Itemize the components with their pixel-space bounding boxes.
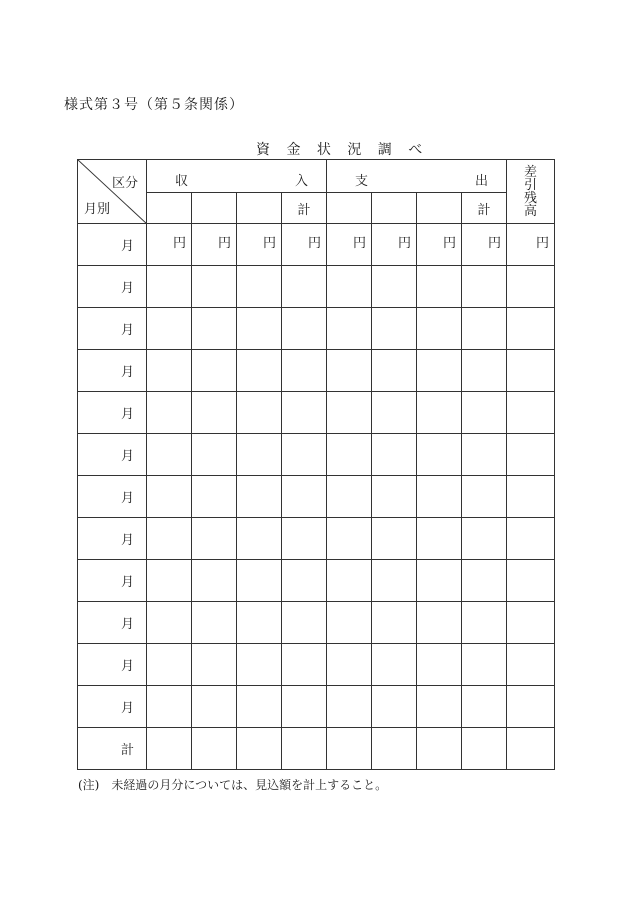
balance-header xyxy=(507,160,555,224)
table-row xyxy=(78,392,555,434)
fund-status-table xyxy=(77,159,555,770)
amount-cell[interactable] xyxy=(462,392,507,434)
amount-cell[interactable] xyxy=(507,728,555,770)
amount-cell[interactable] xyxy=(192,602,237,644)
category-label: 区分 xyxy=(111,176,138,191)
amount-cell[interactable] xyxy=(237,350,282,392)
table-row xyxy=(78,686,555,728)
amount-cell[interactable] xyxy=(192,686,237,728)
amount-cell[interactable] xyxy=(237,560,282,602)
amount-cell[interactable] xyxy=(417,476,462,518)
amount-cell[interactable] xyxy=(327,476,372,518)
amount-cell[interactable] xyxy=(372,434,417,476)
amount-cell[interactable] xyxy=(462,308,507,350)
amount-cell[interactable] xyxy=(192,266,237,308)
amount-cell[interactable] xyxy=(282,266,327,308)
month-label: 月 xyxy=(78,266,147,308)
amount-cell[interactable] xyxy=(327,728,372,770)
amount-cell[interactable] xyxy=(327,308,372,350)
amount-cell[interactable] xyxy=(462,560,507,602)
month-label: 月 xyxy=(78,350,147,392)
month-label: 月 xyxy=(78,392,147,434)
header-row-1 xyxy=(78,160,555,193)
amount-cell-with-unit[interactable]: 円 xyxy=(462,224,507,266)
amount-cell[interactable] xyxy=(372,350,417,392)
amount-cell[interactable] xyxy=(237,392,282,434)
amount-cell[interactable] xyxy=(372,560,417,602)
amount-cell[interactable] xyxy=(147,392,192,434)
balance-header-char-4: 高 xyxy=(523,203,537,219)
amount-cell[interactable] xyxy=(462,686,507,728)
amount-cell[interactable] xyxy=(237,602,282,644)
amount-cell-with-unit[interactable]: 円 xyxy=(507,224,555,266)
form-number-label: 様式第３号（第５条関係） xyxy=(64,97,244,113)
amount-cell[interactable] xyxy=(372,728,417,770)
amount-cell[interactable] xyxy=(417,602,462,644)
amount-cell[interactable] xyxy=(462,434,507,476)
amount-cell[interactable] xyxy=(192,392,237,434)
amount-cell-with-unit[interactable]: 円 xyxy=(282,224,327,266)
month-label: 月 xyxy=(78,686,147,728)
total-row-label: 計 xyxy=(78,728,147,770)
income-subcolumn-3 xyxy=(237,193,282,224)
amount-cell[interactable] xyxy=(282,392,327,434)
amount-cell[interactable] xyxy=(282,476,327,518)
amount-cell[interactable] xyxy=(192,308,237,350)
amount-cell[interactable] xyxy=(192,560,237,602)
amount-cell[interactable] xyxy=(192,728,237,770)
amount-cell[interactable] xyxy=(282,686,327,728)
amount-cell[interactable] xyxy=(372,308,417,350)
table-row xyxy=(78,602,555,644)
expense-subcolumn-1 xyxy=(327,193,372,224)
expense-header-char-1: 支 xyxy=(355,174,369,189)
amount-cell[interactable] xyxy=(462,728,507,770)
amount-cell[interactable] xyxy=(327,518,372,560)
month-column-label: 月別 xyxy=(84,202,111,217)
amount-cell[interactable] xyxy=(237,686,282,728)
amount-cell[interactable] xyxy=(507,686,555,728)
amount-cell[interactable] xyxy=(327,392,372,434)
corner-header-cell xyxy=(78,160,147,224)
balance-header-char-2: 引 xyxy=(523,177,537,193)
amount-cell[interactable] xyxy=(327,644,372,686)
amount-cell-with-unit[interactable]: 円 xyxy=(372,224,417,266)
amount-cell[interactable] xyxy=(372,266,417,308)
amount-cell[interactable] xyxy=(507,392,555,434)
amount-cell[interactable] xyxy=(507,602,555,644)
table-row xyxy=(78,518,555,560)
amount-cell[interactable] xyxy=(327,602,372,644)
amount-cell[interactable] xyxy=(237,434,282,476)
amount-cell[interactable] xyxy=(192,434,237,476)
amount-cell[interactable] xyxy=(192,350,237,392)
amount-cell[interactable] xyxy=(147,602,192,644)
amount-cell[interactable] xyxy=(282,308,327,350)
amount-cell[interactable] xyxy=(327,434,372,476)
table-row xyxy=(78,350,555,392)
income-header-char-2: 入 xyxy=(294,174,308,189)
amount-cell[interactable] xyxy=(417,728,462,770)
month-label: 月 xyxy=(78,476,147,518)
table-row xyxy=(78,434,555,476)
amount-cell[interactable] xyxy=(282,728,327,770)
table-row xyxy=(78,308,555,350)
amount-cell[interactable] xyxy=(417,560,462,602)
amount-cell[interactable] xyxy=(417,518,462,560)
income-subcolumn-2 xyxy=(192,193,237,224)
expense-subcolumn-3 xyxy=(417,193,462,224)
amount-cell[interactable] xyxy=(237,476,282,518)
amount-cell[interactable] xyxy=(147,686,192,728)
amount-cell[interactable] xyxy=(372,644,417,686)
amount-cell[interactable] xyxy=(417,266,462,308)
expense-header-char-2: 出 xyxy=(474,174,488,189)
amount-cell[interactable] xyxy=(507,518,555,560)
table-row xyxy=(78,644,555,686)
document-title: 資 金 状 況 調 べ xyxy=(256,142,429,158)
amount-cell-with-unit[interactable]: 円 xyxy=(147,224,192,266)
month-label: 月 xyxy=(78,560,147,602)
amount-cell-with-unit[interactable]: 円 xyxy=(237,224,282,266)
amount-cell[interactable] xyxy=(282,602,327,644)
amount-cell[interactable] xyxy=(462,266,507,308)
amount-cell[interactable] xyxy=(282,644,327,686)
amount-cell[interactable] xyxy=(147,518,192,560)
amount-cell[interactable] xyxy=(462,518,507,560)
month-label: 月 xyxy=(78,434,147,476)
table-row xyxy=(78,266,555,308)
amount-cell[interactable] xyxy=(462,602,507,644)
amount-cell[interactable] xyxy=(507,434,555,476)
amount-cell[interactable] xyxy=(417,392,462,434)
amount-cell[interactable] xyxy=(237,308,282,350)
amount-cell[interactable] xyxy=(372,602,417,644)
income-header-char-1: 収 xyxy=(175,174,189,189)
amount-cell[interactable] xyxy=(507,266,555,308)
expense-total-header: 計 xyxy=(462,193,507,224)
amount-cell[interactable] xyxy=(327,350,372,392)
amount-cell[interactable] xyxy=(372,518,417,560)
income-total-header: 計 xyxy=(282,193,327,224)
amount-cell[interactable] xyxy=(417,434,462,476)
amount-cell[interactable] xyxy=(507,350,555,392)
amount-cell[interactable] xyxy=(327,560,372,602)
amount-cell[interactable] xyxy=(327,266,372,308)
amount-cell[interactable] xyxy=(192,644,237,686)
month-label: 月 xyxy=(78,602,147,644)
amount-cell[interactable] xyxy=(372,476,417,518)
table-row xyxy=(78,476,555,518)
amount-cell[interactable] xyxy=(372,392,417,434)
amount-cell[interactable] xyxy=(237,266,282,308)
amount-cell-with-unit[interactable]: 円 xyxy=(327,224,372,266)
balance-header-char-1: 差 xyxy=(523,164,537,180)
month-label: 月 xyxy=(78,518,147,560)
amount-cell[interactable] xyxy=(507,560,555,602)
amount-cell[interactable] xyxy=(282,560,327,602)
amount-cell[interactable] xyxy=(147,308,192,350)
amount-cell[interactable] xyxy=(372,686,417,728)
amount-cell[interactable] xyxy=(327,686,372,728)
month-label: 月 xyxy=(78,644,147,686)
table-row xyxy=(78,560,555,602)
amount-cell[interactable] xyxy=(282,518,327,560)
month-label: 月 xyxy=(78,308,147,350)
amount-cell[interactable] xyxy=(147,434,192,476)
header-row-2 xyxy=(78,193,555,224)
amount-cell[interactable] xyxy=(147,644,192,686)
income-subcolumn-1 xyxy=(147,193,192,224)
amount-cell[interactable] xyxy=(462,476,507,518)
balance-header-char-3: 残 xyxy=(523,190,537,206)
amount-cell[interactable] xyxy=(192,476,237,518)
amount-cell-with-unit[interactable]: 円 xyxy=(417,224,462,266)
amount-cell[interactable] xyxy=(237,644,282,686)
amount-cell[interactable] xyxy=(237,518,282,560)
table-row xyxy=(78,224,555,266)
amount-cell[interactable] xyxy=(417,350,462,392)
amount-cell[interactable] xyxy=(237,728,282,770)
amount-cell[interactable] xyxy=(147,350,192,392)
amount-cell[interactable] xyxy=(417,308,462,350)
amount-cell[interactable] xyxy=(192,518,237,560)
amount-cell[interactable] xyxy=(462,350,507,392)
income-header xyxy=(147,160,327,193)
amount-cell[interactable] xyxy=(147,266,192,308)
amount-cell[interactable] xyxy=(507,644,555,686)
amount-cell-with-unit[interactable]: 円 xyxy=(192,224,237,266)
amount-cell[interactable] xyxy=(507,476,555,518)
amount-cell[interactable] xyxy=(417,644,462,686)
amount-cell[interactable] xyxy=(147,560,192,602)
amount-cell[interactable] xyxy=(507,308,555,350)
amount-cell[interactable] xyxy=(147,476,192,518)
total-row xyxy=(78,728,555,770)
month-label: 月 xyxy=(78,224,147,266)
amount-cell[interactable] xyxy=(417,686,462,728)
amount-cell[interactable] xyxy=(462,644,507,686)
footnote: (注) 未経過の月分については、見込額を計上すること。 xyxy=(78,778,388,792)
amount-cell[interactable] xyxy=(282,434,327,476)
amount-cell[interactable] xyxy=(282,350,327,392)
expense-header xyxy=(327,160,507,193)
amount-cell[interactable] xyxy=(147,728,192,770)
expense-subcolumn-2 xyxy=(372,193,417,224)
